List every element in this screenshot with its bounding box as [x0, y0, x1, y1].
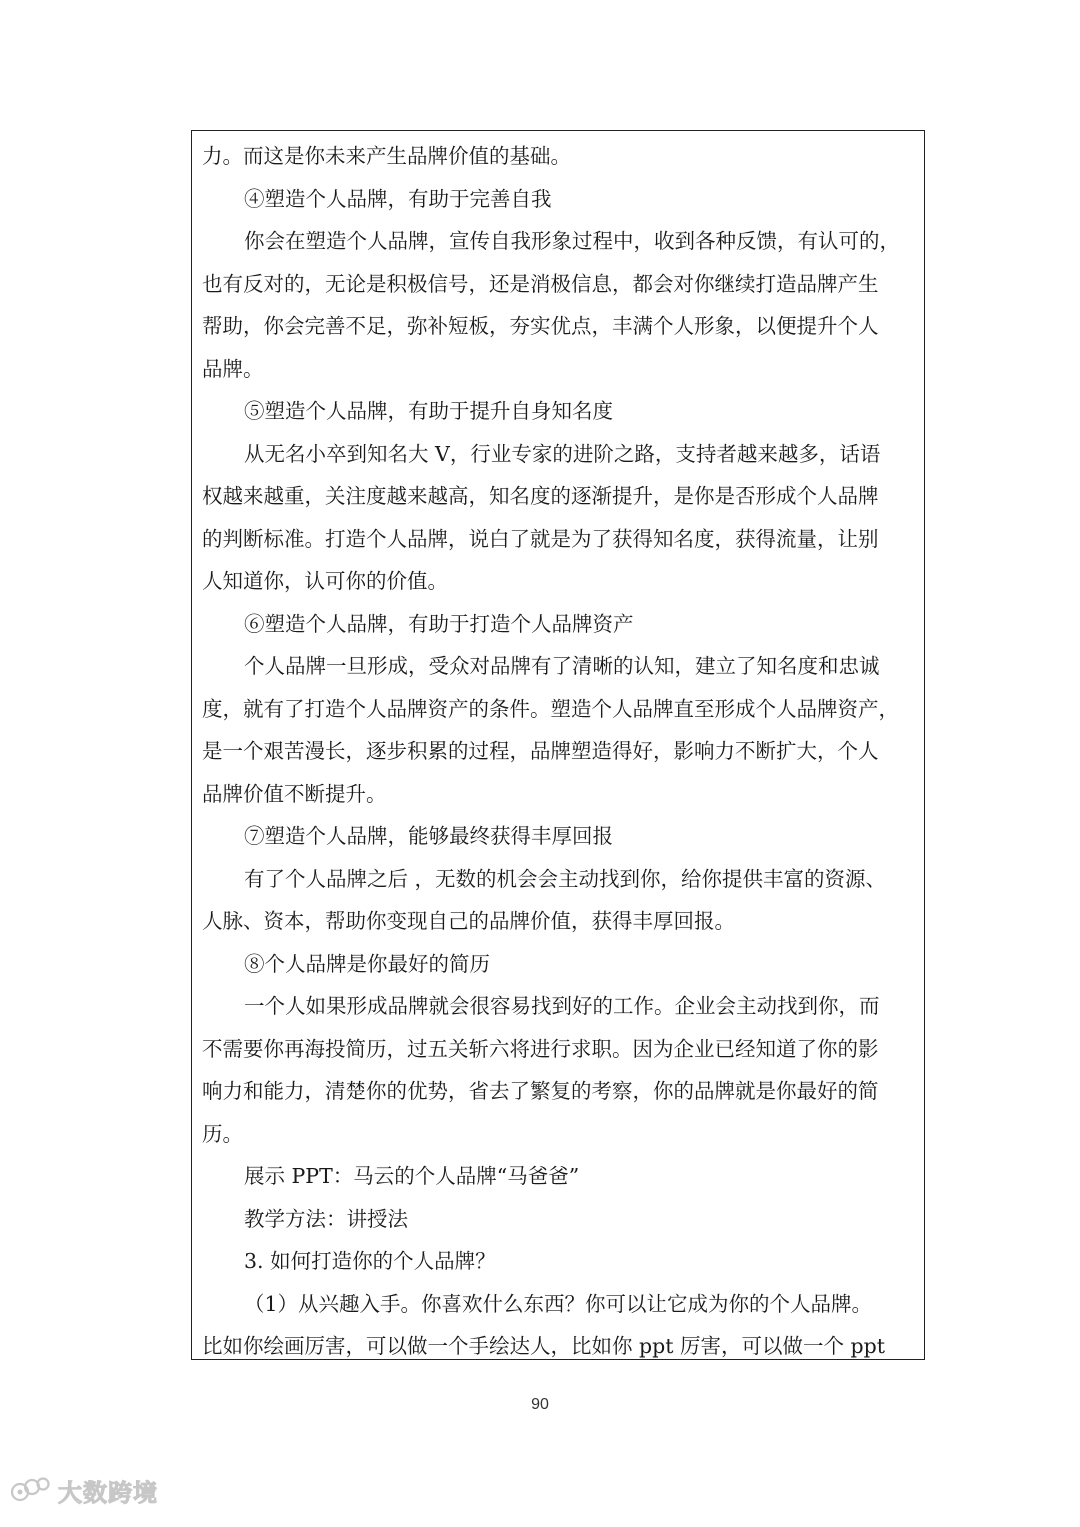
text-line: 3. 如何打造你的个人品牌？	[244, 1249, 496, 1273]
text-line: 个人品牌一旦形成，受众对品牌有了清晰的认知，建立了知名度和忠诚	[244, 654, 880, 678]
text-line: 力。而这是你未来产生品牌价值的基础。	[202, 144, 571, 168]
text-line: 权越来越重，关注度越来越高，知名度的逐渐提升，是你是否形成个人品牌	[202, 484, 879, 508]
text-line: 展示 PPT：马云的个人品牌“马爸爸”	[244, 1164, 580, 1188]
text-line: ⑥塑造个人品牌，有助于打造个人品牌资产	[244, 611, 634, 636]
text-line: 比如你绘画厉害，可以做一个手绘达人，比如你 ppt 厉害，可以做一个 ppt	[202, 1334, 886, 1358]
text-line: 品牌价值不断提升。	[202, 781, 387, 806]
text-line: ④塑造个人品牌，有助于完善自我	[244, 186, 552, 211]
text-line: 历。	[202, 1121, 243, 1146]
text-line: 品牌。	[202, 356, 264, 381]
watermark-text: 大数跨境	[58, 1478, 158, 1507]
text-line: 你会在塑造个人品牌，宣传自我形象过程中，收到各种反馈，有认可的，	[244, 229, 900, 253]
text-line: （1）从兴趣入手。你喜欢什么东西？你可以让它成为你的个人品牌。	[244, 1291, 873, 1316]
text-line: 也有反对的，无论是积极信号，还是消极信息，都会对你继续打造品牌产生	[202, 271, 879, 296]
text-line: 响力和能力，清楚你的优势，省去了繁复的考察，你的品牌就是你最好的简	[202, 1079, 879, 1103]
text-line: 是一个艰苦漫长，逐步积累的过程，品牌塑造得好，影响力不断扩大，个人	[202, 739, 879, 763]
text-line: 人脉、资本，帮助你变现自己的品牌价值，获得丰厚回报。	[202, 909, 735, 933]
text-line: 一个人如果形成品牌就会很容易找到好的工作。企业会主动找到你，而	[244, 994, 880, 1018]
text-body	[202, 135, 918, 1360]
text-line: ⑤塑造个人品牌，有助于提升自身知名度	[244, 399, 613, 423]
text-line: 的判断标准。打造个人品牌，说白了就是为了获得知名度，获得流量，让别	[202, 526, 879, 551]
text-line: ⑧个人品牌是你最好的简历	[244, 951, 490, 976]
brand-logo-icon	[10, 1475, 52, 1505]
text-line: 帮助，你会完善不足，弥补短板，夯实优点，丰满个人形象，以便提升个人	[202, 314, 879, 338]
text-line: 从无名小卒到知名大 V，行业专家的进阶之路，支持者越来越多，话语	[244, 441, 881, 466]
text-line: 不需要你再海投简历，过五关斩六将进行求职。因为企业已经知道了你的影	[202, 1036, 879, 1061]
watermark	[10, 1472, 158, 1508]
content-box	[191, 130, 925, 1360]
text-line: 教学方法：讲授法	[244, 1206, 408, 1231]
text-line: 度，就有了打造个人品牌资产的条件。塑造个人品牌直至形成个人品牌资产，	[202, 696, 899, 721]
text-line: ⑦塑造个人品牌，能够最终获得丰厚回报	[244, 824, 613, 848]
text-line: 有了个人品牌之后 ，无数的机会会主动找到你，给你提供丰富的资源、	[244, 866, 887, 891]
page-number: 90	[531, 1396, 549, 1413]
text-line: 人知道你，认可你的价值。	[202, 569, 448, 593]
